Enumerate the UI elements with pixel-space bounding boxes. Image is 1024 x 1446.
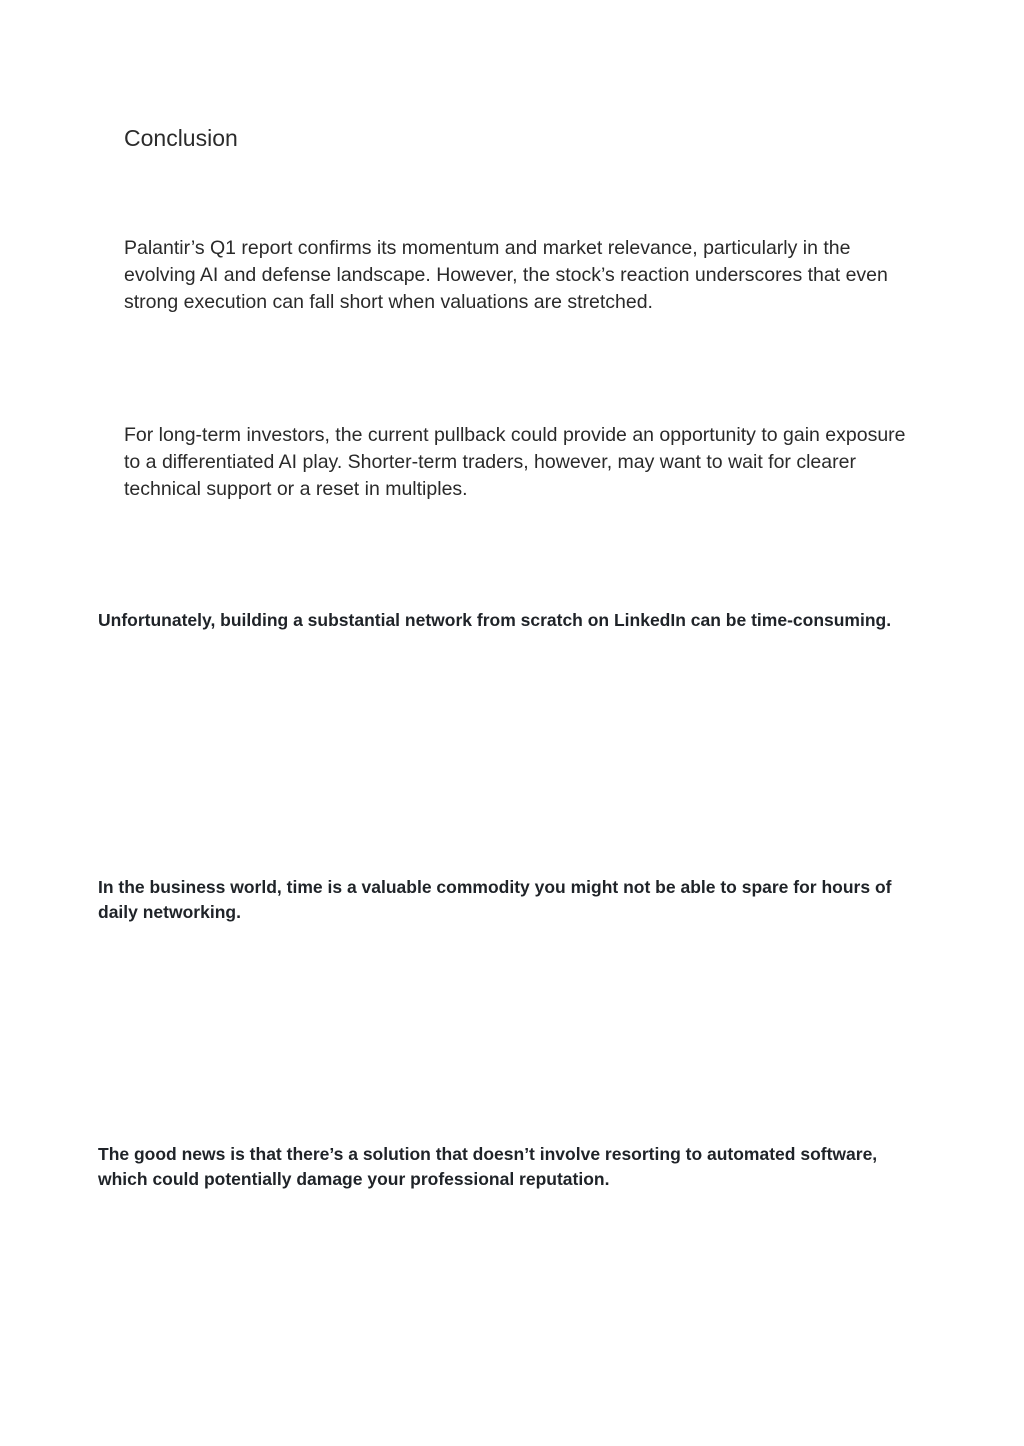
bold-paragraph-networking: Unfortunately, building a substantial network from scratch on LinkedIn can be time-consuming. [98,610,892,630]
bold-paragraph-solution: The good news is that there’s a solution that doesn’t involve resorting to automated software, which could potentially damage your professional reputation. [98,1144,878,1189]
section-heading: Conclusion [124,125,238,151]
bold-paragraph-time: In the business world, time is a valuable commodity you might not be able to spare for hours of daily networking. [98,877,892,922]
paragraph-investors: For long-term investors, the current pullback could provide an opportunity to gain exposure to a differentiated AI play. Shorter-term traders, however, may want to wait for clearer technical support or a reset in multiples. [124,424,906,500]
paragraph-summary: Palantir’s Q1 report confirms its momentum and market relevance, particularly in the evolving AI and defense landscape. However, the stock’s reaction underscores that even strong execution can fall short when valuations are stretched. [124,237,888,313]
